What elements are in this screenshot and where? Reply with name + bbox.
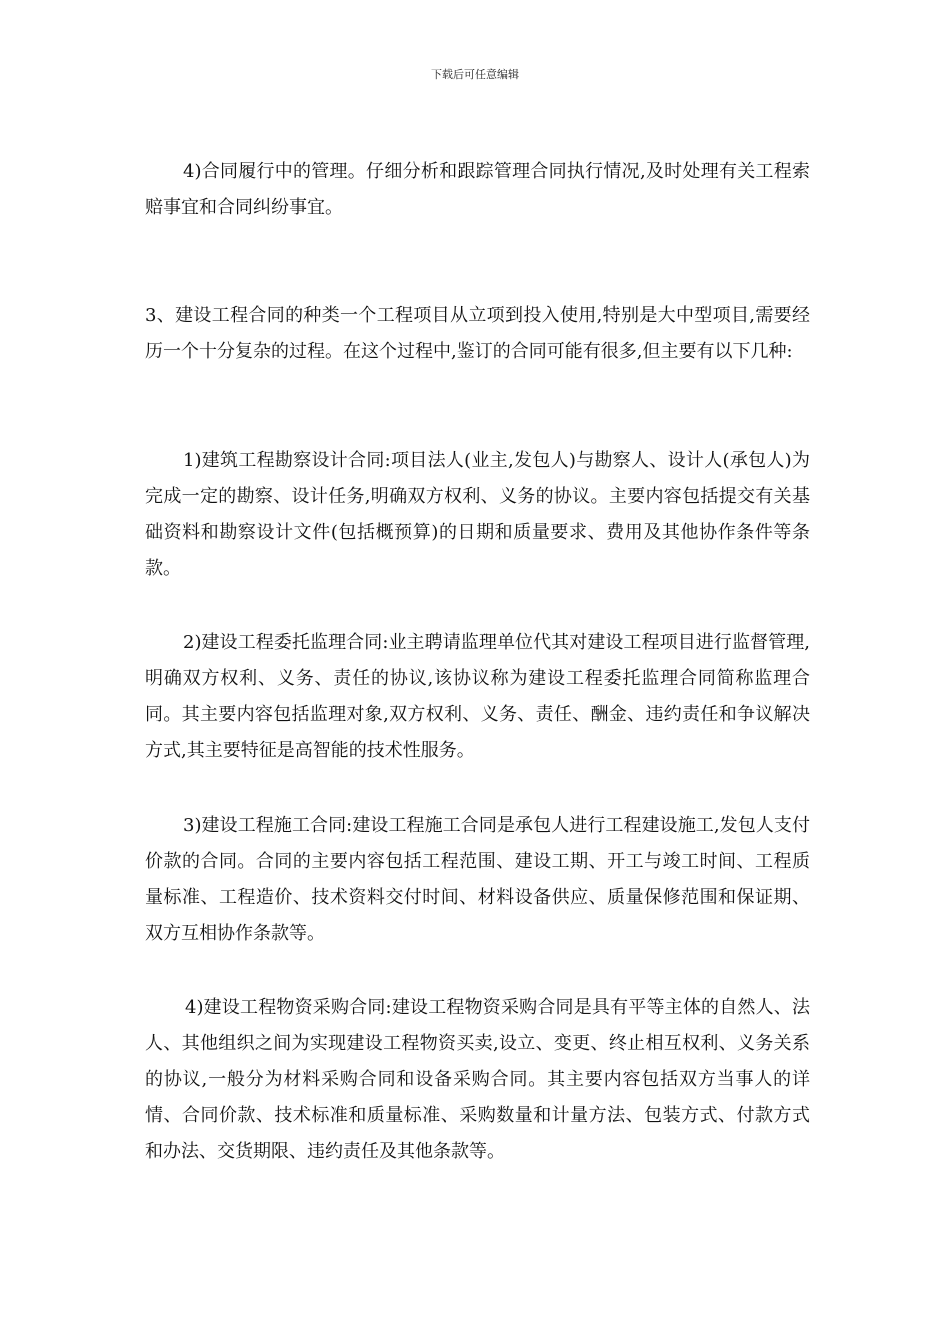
- paragraph-survey-design-contract: 1)建筑工程勘察设计合同:项目法人(业主,发包人)与勘察人、设计人(承包人)为完成一定的勘察、设计任务,明确双方权利、义务的协议。主要内容包括提交有关基础资料和勘察设计文件(包括概预算)的日期和质量要求、费用及其他协作条件等条款。: [145, 450, 810, 579]
- paragraph-materials-procurement-contract: 4)建设工程物资采购合同:建设工程物资采购合同是具有平等主体的自然人、法人、其他组织之间为实现建设工程物资买卖,设立、变更、终止相互权利、义务关系的协议,一般分为材料采购合同和设备采购合同。其主要内容包括双方当事人的详情、合同价款、技术标准和质量标准、采购数量和计量方法、包装方式、付款方式和办法、交货期限、违约责任及其他条款等。: [145, 997, 810, 1162]
- paragraph-contract-performance: 4)合同履行中的管理。仔细分析和跟踪管理合同执行情况,及时处理有关工程索赔事宜和合同纠纷事宜。: [145, 161, 810, 218]
- paragraph-supervision-contract: 2)建设工程委托监理合同:业主聘请监理单位代其对建设工程项目进行监督管理,明确双方权利、义务、责任的协议,该协议称为建设工程委托监理合同简称监理合同。其主要内容包括监理对象,双方权利、义务、责任、酬金、违约责任和争议解决方式,其主要特征是高智能的技术性服务。: [145, 632, 810, 761]
- paragraph-contract-types: 3、建设工程合同的种类一个工程项目从立项到投入使用,特别是大中型项目,需要经历一个十分复杂的过程。在这个过程中,鉴订的合同可能有很多,但主要有以下几种:: [145, 305, 810, 362]
- page-header: 下载后可任意编辑: [431, 68, 519, 81]
- paragraph-construction-contract: 3)建设工程施工合同:建设工程施工合同是承包人进行工程建设施工,发包人支付价款的合同。合同的主要内容包括工程范围、建设工期、开工与竣工时间、工程质量标准、工程造价、技术资料交付时间、材料设备供应、质量保修范围和保证期、双方互相协作条款等。: [145, 815, 810, 944]
